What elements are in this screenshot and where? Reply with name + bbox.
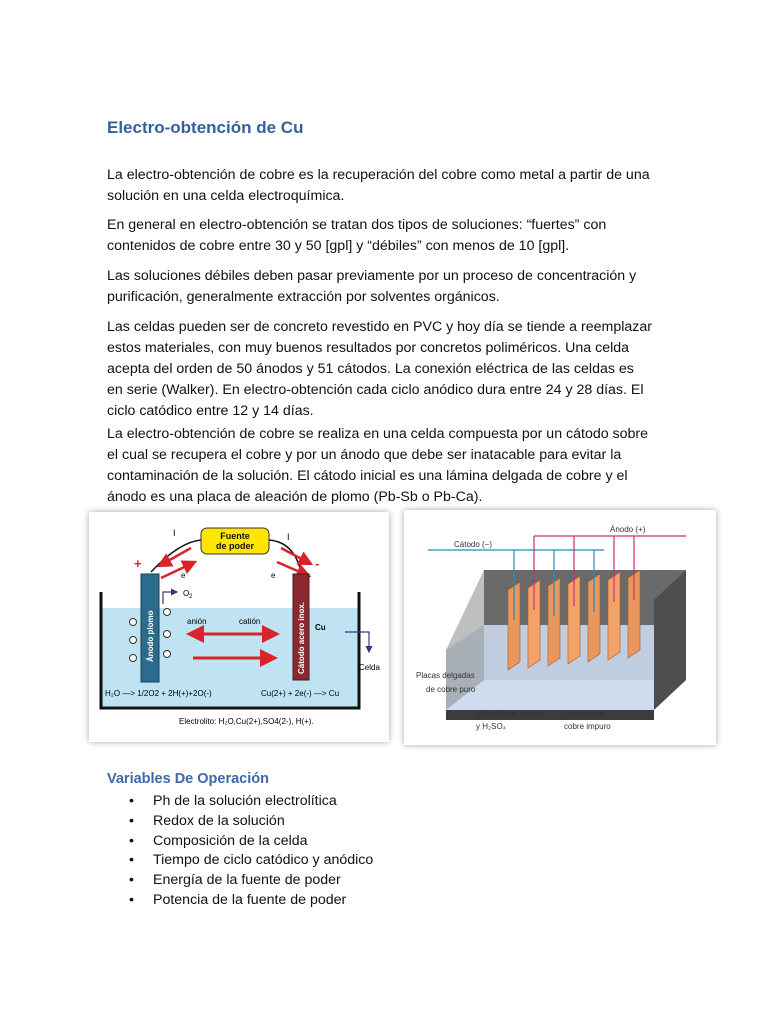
anion-label: anión (187, 617, 207, 626)
solution-label-2: y H₂SO₄ (476, 722, 506, 731)
bubble (130, 637, 137, 644)
page-title: Electro-obtención de Cu (107, 118, 304, 137)
plus-sign: + (134, 556, 142, 571)
current-arrow-right (281, 548, 311, 564)
list-item (127, 792, 373, 812)
power-label-2: de poder (215, 541, 255, 551)
variables-list (127, 792, 373, 911)
paragraph-cells: Las celdas pueden ser de concreto revestido en PVC y hoy día se tiende a reemplazar estos materiales, con muy buenos resultados por concretos poliméricos. Una celda acepta del orden de 50 ánodos y 51 cátodos. La conexión eléctrica de las celdas es en serie (Walker). En electro-obtención cada ciclo anódico dura entre 24 y 28 días. El ciclo catódico entre 12 y 14 días. (107, 319, 652, 419)
list-item-label: Ph de la solución electrolítica (153, 793, 337, 809)
list-item-label: Tiempo de ciclo catódico y anódico (153, 852, 374, 869)
list-item (127, 832, 373, 852)
list-item-label: Composición de la celda (153, 832, 308, 849)
list-item-label: Energía de la fuente de poder (153, 872, 341, 889)
cathode-reaction: Cu(2+) + 2e(-) —> Cu (261, 689, 340, 698)
plates-label-2: de cobre puro (426, 685, 476, 694)
anode-callout: Ánodo (+) (610, 525, 646, 534)
bullet: • (129, 852, 134, 869)
power-label-1: Fuente (220, 531, 250, 541)
cathode-label: Cátodo acero inox. (297, 601, 306, 674)
current-label-left: I (173, 528, 176, 538)
o2-label: O (183, 589, 190, 598)
electron-label-right: e (271, 571, 276, 580)
plates-label-1: Placas delgadas (416, 671, 475, 680)
cu-label: Cu (315, 623, 326, 632)
anode-label: Ánodo plomo (146, 610, 155, 662)
list-item (127, 891, 373, 911)
anode-reaction: H₂O —> 1/2O2 + 2H(+)+2O(-) (105, 689, 212, 698)
cathode-callout: Cátodo (−) (454, 540, 493, 549)
bullet: • (129, 832, 134, 849)
electron-arrow-left (161, 562, 195, 578)
electron-label-left: e (181, 571, 186, 580)
electrolytic-cell-diagram (89, 512, 389, 742)
bullet: • (129, 891, 134, 908)
ingots-label-2: cobre impuro (564, 722, 611, 731)
electrowinning-cell-illustration (404, 510, 716, 745)
paragraph-weak-solutions: Las soluciones débiles deben pasar previamente por un proceso de concentración y purificación, generalmente extracción por solventes orgánicos. (107, 268, 637, 305)
o2-arrow (163, 592, 177, 604)
bullet: • (129, 793, 134, 809)
paragraph-solution-types: En general en electro-obtención se tratan dos tipos de soluciones: “fuertes” con contenidos de cobre entre 30 y 50 [gpl] y “débiles” con menos de 10 [gpl]. (107, 217, 607, 254)
cation-label: catión (239, 617, 261, 626)
bubble (164, 631, 171, 638)
paragraph-intro: La electro-obtención de cobre es la recuperación del cobre como metal a partir de una solución en una celda electroquímica. (107, 167, 650, 204)
list-item (127, 812, 373, 832)
list-item-label: Potencia de la fuente de poder (153, 891, 347, 908)
electrolyte-label: Electrolito: H₂O,Cu(2+),SO4(2-), H(+). (179, 717, 314, 726)
ingots-label-1: Lingotes de (564, 709, 606, 718)
bullet: • (129, 812, 134, 829)
list-item (127, 851, 373, 871)
o2-subscript: 2 (189, 594, 193, 600)
list-item (127, 871, 373, 891)
minus-sign: - (315, 556, 320, 571)
solution-label-1: Solución de CuSO₄ (476, 709, 546, 718)
current-label-right: I (287, 532, 290, 542)
bubble (164, 651, 171, 658)
cell-label: Celda (359, 663, 380, 672)
bubble (130, 619, 137, 626)
electrowinning-cell-svg (404, 510, 716, 745)
bubble (164, 609, 171, 616)
electrolytic-cell-svg (89, 512, 389, 742)
bullet: • (129, 872, 134, 889)
variables-heading: Variables De Operación (107, 771, 269, 787)
bubble (130, 655, 137, 662)
paragraph-cell-composition: La electro-obtención de cobre se realiza en una celda compuesta por un cátodo sobre el cual se recupera el cobre y por un ánodo que debe ser inatacable para evitar la contaminación de la solución. El cátodo inicial es una lámina delgada de cobre y el ánodo es una placa de aleación de plomo (Pb-Sb o Pb-Ca). (107, 426, 649, 505)
list-item-label: Redox de la solución (153, 812, 285, 829)
